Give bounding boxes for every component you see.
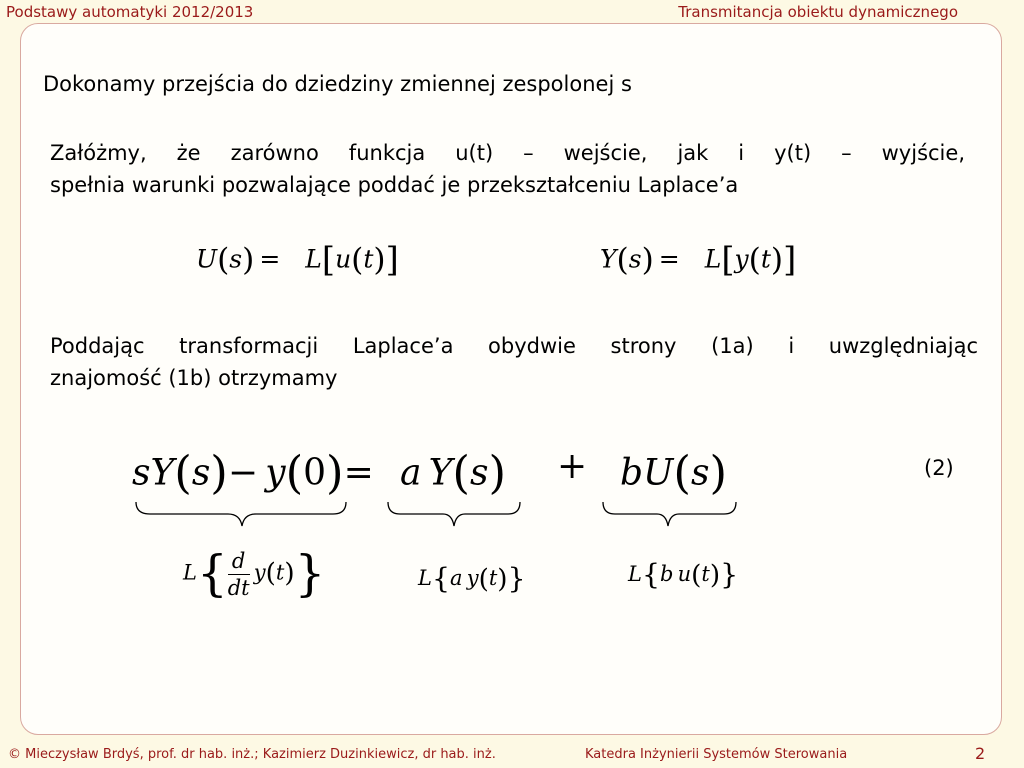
equation-2-term-ay: a Y(s) [400, 446, 507, 499]
laplace-derivative-term: L{ $\frac{d}{dt}$ y(t)} [183, 546, 326, 602]
equation-laplace-input: U(s) = L[u(t)] [196, 240, 399, 279]
equation-2-lhs: sY(s)− y(0)= [132, 446, 374, 499]
authors: © Mieczysław Brdyś, prof. dr hab. inż.; Kazimierz Duzinkiewicz, dr hab. inż. [8, 747, 496, 762]
laplace-ay-term: L{a y(t)} [418, 562, 526, 595]
page-number: 2 [975, 744, 986, 763]
equation-number: (2) [924, 456, 954, 480]
paragraph-2-line-2: znajomość (1b) otrzymamy [50, 366, 338, 390]
paragraph-1-line-1: Załóżmy, że zarówno funkcja u(t) – wejście, jak i y(t) – wyjście, [50, 141, 965, 165]
course-title: Podstawy automatyki 2012/2013 [6, 3, 254, 21]
equation-2-plus: + [557, 446, 588, 487]
underbrace-bu [603, 502, 736, 526]
underbrace-ay [388, 502, 520, 526]
equation-laplace-output: Y(s) = L[y(t)] [600, 240, 797, 279]
slide-footer [0, 744, 1024, 768]
department: Katedra Inżynierii Systemów Sterowania [585, 747, 848, 762]
underbrace-lhs [136, 502, 346, 526]
paragraph-2-line-1: Poddając transformacji Laplace’a obydwie strony (1a) i uwzględniając [50, 334, 978, 358]
equation-2-term-bu: bU(s) [620, 446, 727, 499]
slide-topic: Transmitancja obiektu dynamicznego [678, 3, 958, 21]
paragraph-1-line-2: spełnia warunki pozwalające poddać je przekształceniu Laplace’a [50, 173, 739, 197]
laplace-bu-term: L{b u(t)} [628, 558, 739, 591]
slide-heading: Dokonamy przejścia do dziedziny zmiennej zespolonej s [43, 72, 632, 96]
